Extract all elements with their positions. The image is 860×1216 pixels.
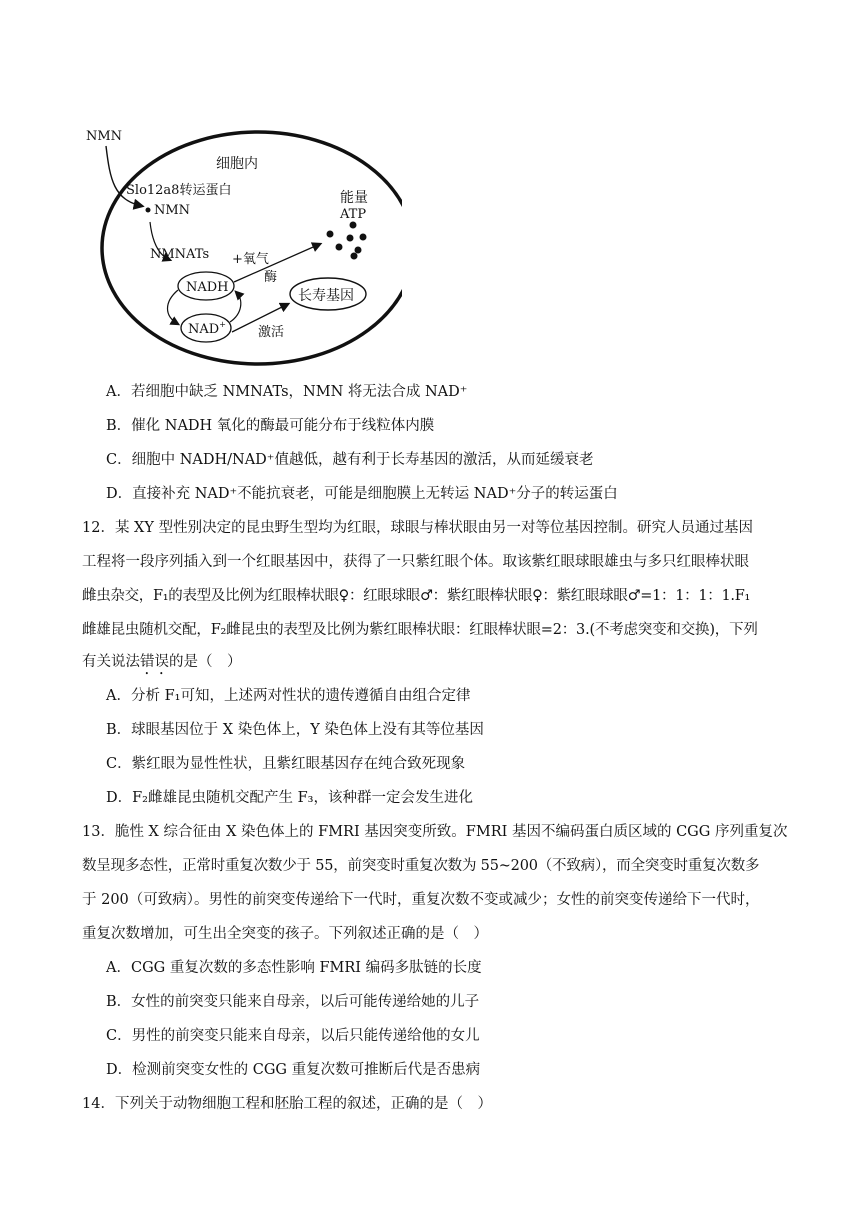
q11-option-d: D．直接补充 NAD⁺不能抗衰老，可能是细胞膜上无转运 NAD⁺分子的转运蛋白 [106, 486, 618, 502]
q14-stem: 14．下列关于动物细胞工程和胚胎工程的叙述，正确的是（ ） [82, 1096, 492, 1112]
nmn-dot [146, 208, 151, 213]
q12-option-b: B．球眼基因位于 X 染色体上，Y 染色体上没有其等位基因 [106, 722, 484, 738]
cell-interior-label: 细胞内 [216, 156, 258, 172]
nadh-label: NADH [186, 280, 229, 295]
nad-to-nadh-arrow [230, 292, 241, 322]
q13-option-b: B．女性的前突变只能来自母亲，以后可能传递给她的儿子 [106, 994, 480, 1010]
nmn-metabolism-diagram [82, 110, 402, 370]
enzyme-label: 酶 [264, 270, 278, 285]
q12-stem-line-3: 雌虫杂交，F₁的表型及比例为红眼棒状眼♀：红眼球眼♂：紫红眼棒状眼♀：紫红眼球眼♂=1：1：1：1.F₁ [82, 588, 750, 604]
q12-stem-line-1: 12．某 XY 型性别决定的昆虫野生型均为红眼，球眼与棒状眼由另一对等位基因控制。研究人员通过基因 [82, 520, 754, 536]
transporter-label: Slo12a8转运蛋白 [126, 183, 232, 198]
nmn-inside-label: NMN [154, 203, 191, 218]
q13-stem-line-4: 重复次数增加，可生出全突变的孩子。下列叙述正确的是（ ） [82, 926, 488, 942]
energy-label: 能量 [340, 190, 368, 206]
q13-stem-line-3: 于 200（可致病）。男性的前突变传递给下一代时，重复次数不变或减少；女性的前突变传递给下一代时， [82, 892, 760, 908]
q13-stem-line-2: 数呈现多态性，正常时重复次数少于 55，前突变时重复次数为 55~200（不致病），而全突变时重复次数多 [82, 858, 760, 874]
q12-option-c: C．紫红眼为显性性状，且紫红眼基因存在纯合致死现象 [106, 756, 466, 772]
q11-option-a: A．若细胞中缺乏 NMNATs，NMN 将无法合成 NAD⁺ [106, 384, 468, 400]
q13-option-d: D．检测前突变女性的 CGG 重复次数可推断后代是否患病 [106, 1062, 481, 1078]
q13-option-c: C．男性的前突变只能来自母亲，以后只能传递给他的女儿 [106, 1028, 480, 1044]
nmn-outside-label: NMN [86, 129, 123, 144]
atp-label: ATP [340, 207, 367, 222]
q12-stem-line-2: 工程将一段序列插入到一个红眼基因中，获得了一只紫红眼个体。取该紫红眼球眼雄虫与多只红眼棒状眼 [82, 554, 749, 570]
activate-label: 激活 [258, 325, 285, 340]
nad-label: NAD+ [188, 320, 226, 337]
q12-stem-line-4: 雌雄昆虫随机交配，F₂雌昆虫的表型及比例为紫红眼棒状眼：红眼棒状眼=2：3.(不考虑突变和交换)，下列 [82, 622, 758, 638]
q12-option-d: D．F₂雌雄昆虫随机交配产生 F₃，该种群一定会发生进化 [106, 790, 473, 806]
q11-option-c: C．细胞中 NADH/NAD⁺值越低，越有利于长寿基因的激活，从而延缓衰老 [106, 452, 594, 468]
longevity-gene-label: 长寿基因 [298, 288, 354, 304]
q12-stem-suffix: 的是（ ） [169, 654, 242, 670]
q11-option-b: B．催化 NADH 氧化的酶最可能分布于线粒体内膜 [106, 418, 435, 434]
nad-superscript: + [219, 320, 226, 329]
oxygen-label: +氧气 [232, 252, 269, 267]
q12-emphasis-word: 错误 [140, 654, 169, 670]
atp-dots [327, 222, 367, 260]
q12-stem-prefix: 有关说法 [82, 654, 140, 670]
q12-option-a: A．分析 F₁可知，上述两对性状的遗传遵循自由组合定律 [106, 688, 471, 704]
q12-stem-line-5 [82, 652, 820, 678]
q13-stem-line-1: 13．脆性 X 综合征由 X 染色体上的 FMRI 基因突变所致。FMRI 基因不编码蛋白质区域的 CGG 序列重复次 [82, 824, 788, 840]
nadh-to-nad-arrow [168, 290, 179, 324]
q13-option-a: A．CGG 重复次数的多态性影响 FMRI 编码多肽链的长度 [106, 960, 482, 976]
nmnats-label: NMNATs [150, 247, 210, 262]
